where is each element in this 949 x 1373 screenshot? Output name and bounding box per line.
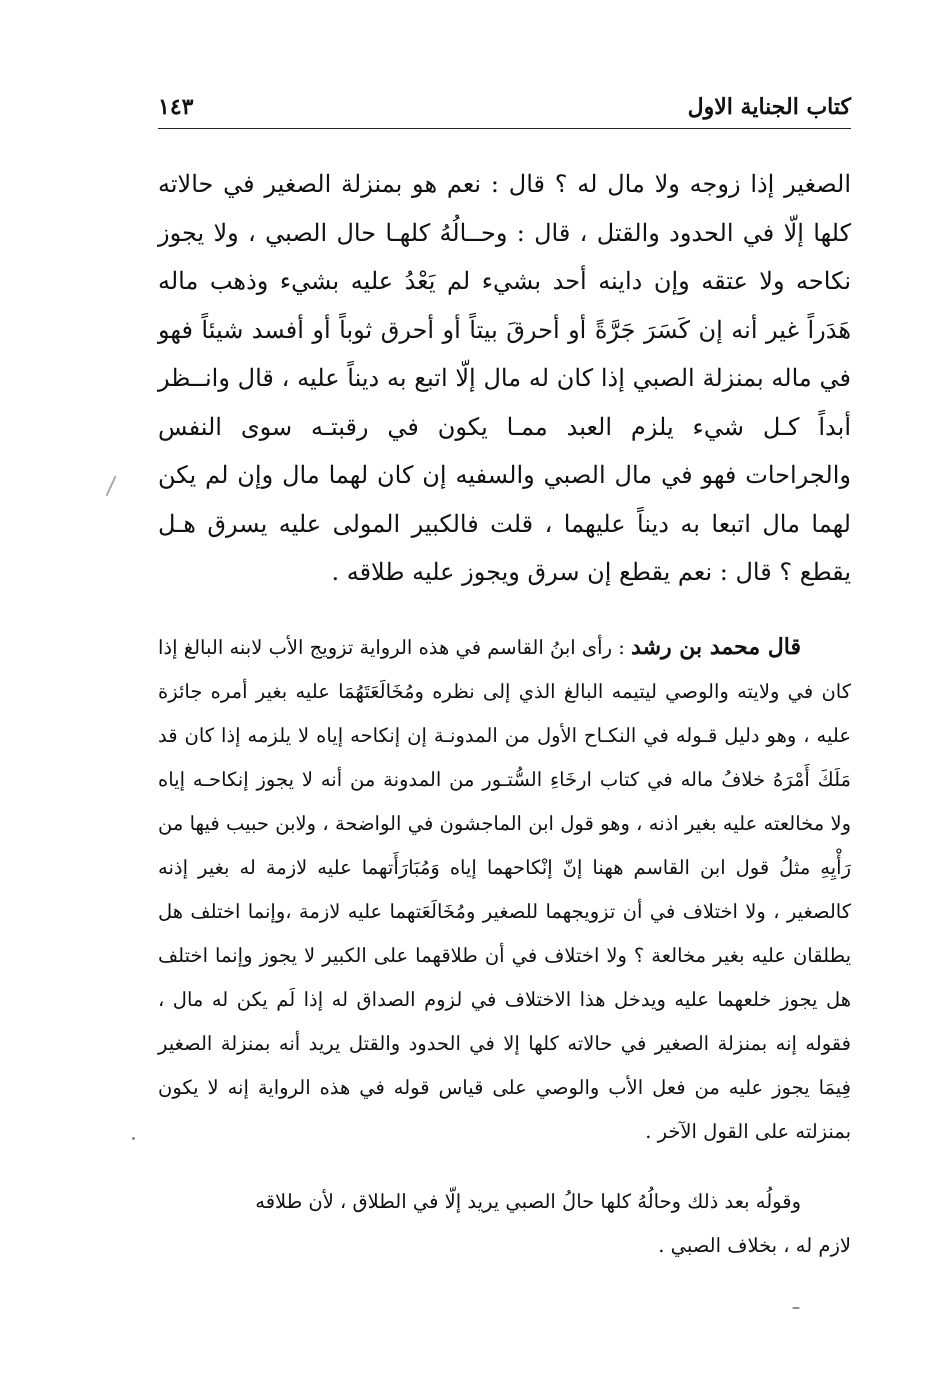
paragraph-2 [158,625,851,1154]
paragraph-1: الصغير إذا زوجه ولا مال له ؟ قال : نعم هو بمنزلة الصغير في حالاته كلها إلّا في الحدود والقتل ، قال : وحــالُهُ كلهـا حال الصبي ، ولا يجوز نكاحه ولا عتقه وإن داينه أحد بشيء لم يَعْدُ عليه بشيء وذهب ماله هَدَراً غير أنه إن كَسَرَ جَرَّةً أو أحرقَ بيتاً أو أحرق ثوباً أو أفسد شيئاً فهو في ماله بمنزلة الصبي إذا كان له مال إلّا اتبع به ديناً عليه ، قال وانــظر أبداً كـل شيء يلزم العبد ممـا يكون في رقبتـه سوى النفس والجراحات فهو في مال الصبي والسفيه إن كان لهما مال وإن لم يكن لهما مال اتبعا به ديناً عليهما ، قلت فالكبير المولى عليه يسرق هـل يقطع ؟ قال : نعم يقطع إن سرق ويجوز عليه طلاقه . [158,170,851,586]
body-text [158,160,851,1268]
running-title: كتاب الجناية الاول [687,94,851,120]
paragraph-2-text: : رأى ابنُ القاسم في هذه الرواية تزويج الأب لابنه البالغ إذا كان في ولايته والوصي ليتيمه البالغ الذي إلى نظره ومُخَالَعَتَهُمَا عليه بغير أمره جائزة عليه ، وهو دليل قـوله في النكـاح الأول من المدونـة إن إنكاحه إياه لا يلزمه إذا كان قد مَلَكَ أَمْرَهُ خلافُ ماله في كتاب ارخَاءِ السُّتـور من المدونة من أنه لا يجوز إنكاحـه إياه ولا مخالعته عليه بغير اذنه ، وهو قول ابن الماجشون في الواضحة ، ولابن حبيب فيها من رَأْيِهِ مثلُ قول ابن القاسم ههنا إنّ إنْكاحهما إياه وَمُبَارَأَتهما عليه لازمة له بغير إذنه كالصغير ، ولا اختلاف في أن تزويجهما للصغير ومُخَالَعَتهما عليه لازمة ،وإنما اختلف هل يطلقان عليه بغير مخالعة ؟ ولا اختلاف في أن طلاقهما على الكبير لا يجوز وإنما اختلف هل يجوز خلعهما عليه ويدخل هذا الاختلاف في لزوم الصداق له إذا لَم يكن له مال ، فقوله إنه بمنزلة الصغير في حالاته كلها إلا في الحدود والقتل يريد أنه بمنزلة الصغير فِيمَا يجوز عليه من فعل الأب والوصي على قياس قوله في هذه الرواية إنه لا يكون بمنزلته على القول الآخر . [158,635,851,1143]
scan-speck [792,1307,800,1309]
paragraph-3-line-1: وقولُه بعد ذلك وحالُهُ كلها حالُ الصبي يريد إلّا في الطلاق ، لأن طلاقه [255,1189,801,1213]
page-header [158,92,851,129]
scan-speck [105,476,116,497]
page-number: ١٤٣ [158,94,194,120]
scan-speck [132,1137,135,1140]
paragraph-3-line-2: لازم له ، بخلاف الصبي . [658,1233,851,1257]
paragraph-2-lead: قال محمد بن رشد [631,633,801,660]
